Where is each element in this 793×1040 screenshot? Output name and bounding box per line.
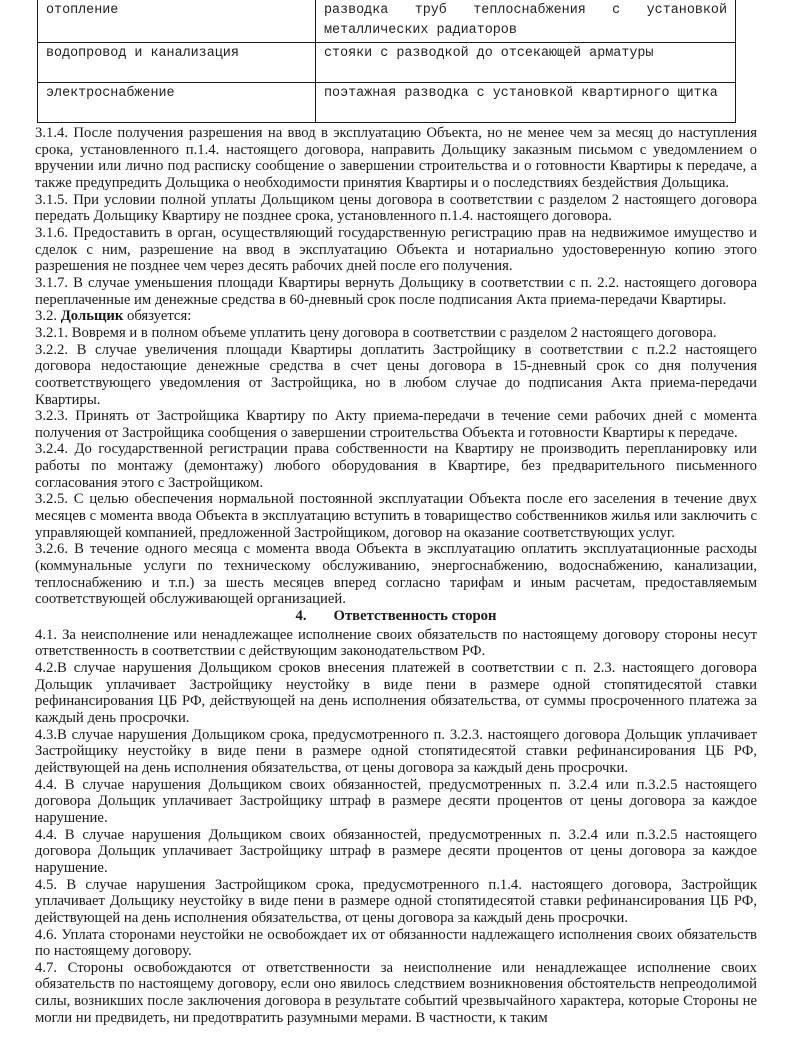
clause-text: 4.7. Стороны освобождаются от ответственности за неисполнение или ненадлежащее исполнение своих обязательств по настоящему договору, если оно явилось следствием возникновения обстоятельств непреодолимой силы, возникших после заключения договора в результате событий чрезвычайного характера, которые Стороны не могли ни предвидеть, ни предотвратить разумными мерами. В частности, к таким (35, 959, 757, 1026)
contract-clause (35, 541, 757, 608)
section-4-responsibility-paragraphs (35, 627, 757, 1027)
table-cell-utility-description: разводка труб теплоснабжения с установкой металлических радиаторов (316, 0, 736, 43)
section-3-obligations-paragraphs (35, 125, 757, 608)
table-row (38, 83, 736, 123)
contract-clause (35, 308, 757, 325)
clause-text-after-bold: обязуется: (123, 308, 192, 325)
contract-clause (35, 408, 757, 441)
contract-clause (35, 960, 757, 1027)
clause-text: 3.1.6. Предоставить в орган, осуществляющий государственную регистрацию прав на недвижимое имущество и сделок с ним, разрешение на ввод в эксплуатацию Объекта и нотариально удостоверенную копию этого разрешения не позднее чем через десять рабочих дней после его получения. (35, 224, 757, 275)
clause-text: 4.2.В случае нарушения Дольщиком сроков внесения платежей в соответствии с п. 2.3. настоящего договора Дольщик уплачивает Застройщику неустойку в виде пени в размере одной стопятидесятой ставки рефинансирования ЦБ РФ, действующей на день исполнения обязательства, от суммы просроченного платежа за каждый день просрочки. (35, 660, 757, 726)
section-4-heading (35, 608, 757, 625)
utilities-spec-table (37, 0, 736, 123)
contract-clause (35, 627, 757, 660)
contract-clause (35, 727, 757, 777)
clause-bold-term: Дольщик (60, 308, 124, 325)
utilities-spec-table-body (38, 0, 736, 123)
clause-text: 3.2.2. В случае увеличения площади Квартиры доплатить Застройщику в соответствии с п.2.2 настоящего договора недостающие денежные средства в счет цены договора в 15-дневный срок со дня получения соответствующего уведомления от Застройщика, но в любом случае до подписания Акта приема-передачи Квартиры. (35, 341, 757, 408)
contract-clause (35, 827, 757, 877)
table-row (38, 43, 736, 83)
clause-text: 4.3.В случае нарушения Дольщиком срока, предусмотренного п. 3.2.3. настоящего договора Дольщик уплачивает Застройщику неустойку в виде пени в размере одной стопятидесятой ставки рефинансирования ЦБ РФ, действующей на день исполнения обязательства, от цены договора за каждый день просрочки. (35, 726, 757, 776)
clause-text: 4.4. В случае нарушения Дольщиком своих обязанностей, предусмотренных п. 3.2.4 или п.3.2.5 настоящего договора Дольщик уплачивает Застройщику штраф в размере десяти процентов от цены договора за каждое нарушение. (35, 776, 757, 826)
contract-clause (35, 325, 757, 342)
contract-clause (35, 275, 757, 308)
contract-clause (35, 927, 757, 960)
clause-text: 3.1.7. В случае уменьшения площади Квартиры вернуть Дольщику в соответствии с п. 2.2. настоящего договора переплаченные им денежные средства в 60-дневный срок после подписания Акта приема-передачи Квартиры. (35, 274, 757, 308)
section-number: 4. (295, 608, 307, 625)
clause-text: 3.2.6. В течение одного месяца с момента ввода Объекта в эксплуатацию оплатить эксплуатационные расходы (коммунальные услуги по техническому обслуживанию, энергоснабжению, водоснабжению, канализации, теплоснабжению и т.п.) за шесть месяцев вперед согласно тарифам и иным расчетам, предоставляемым соответствующей обслуживающей организацией. (35, 541, 757, 608)
clause-text: 4.6. Уплата сторонами неустойки не освобождает их от обязанности надлежащего исполнения своих обязательств по настоящему договору. (35, 926, 757, 960)
clause-text: 3.2.4. До государственной регистрации права собственности на Квартиру не производить перепланировку или работы по монтажу (демонтажу) любого оборудования в Квартире, без предварительного письменного согласования этого с Застройщиком. (35, 441, 757, 491)
table-cell-utility-name: электроснабжение (38, 83, 316, 123)
contract-clause (35, 441, 757, 491)
clause-text: 3.2.1. Вовремя и в полном объеме уплатить цену договора в соответствии с разделом 2 настоящего договора. (35, 324, 717, 341)
table-cell-utility-name: отопление (38, 0, 316, 43)
clause-text: 3.2. (35, 308, 61, 325)
contract-clause (35, 225, 757, 275)
clause-text: 4.1. За неисполнение или ненадлежащее исполнение своих обязательств по настоящему договору стороны несут ответственность в соответствии с действующим законодательством РФ. (35, 626, 757, 660)
contract-clause (35, 660, 757, 727)
contract-clause (35, 777, 757, 827)
section-title: Ответственность сторон (333, 608, 497, 625)
table-cell-utility-description: стояки с разводкой до отсекающей арматуры (316, 43, 736, 83)
clause-text: 3.1.4. После получения разрешения на ввод в эксплуатацию Объекта, но не менее чем за месяц до наступления срока, установленного п.1.4. настоящего договора, направить Дольщику заказным письмом с уведомлением о вручении или лично под расписку сообщение о завершении строительства и о готовности Квартиры к передаче, а также предупредить Дольщика о необходимости принятия Квартиры и о последствиях бездействия Дольщика. (35, 125, 757, 191)
table-cell-utility-name: водопровод и канализация (38, 43, 316, 83)
contract-clause (35, 877, 757, 927)
clause-text: 3.2.5. С целью обеспечения нормальной постоянной эксплуатации Объекта после его заселения в течение двух месяцев с момента ввода Объекта в эксплуатацию вступить в товарищество собственников жилья или заключить с управляющей компанией, предложенной Застройщиком, договор на оказание соответствующих услуг. (35, 491, 757, 541)
clause-text: 3.1.5. При условии полной уплаты Дольщиком цены договора в соответствии с разделом 2 настоящего договора передать Дольщику Квартиру не позднее срока, установленного п.1.4. настоящего договора. (35, 191, 757, 225)
contract-clause (35, 125, 757, 192)
contract-clause (35, 491, 757, 541)
table-cell-utility-description: поэтажная разводка с установкой квартирного щитка (316, 83, 736, 123)
clause-text: 3.2.3. Принять от Застройщика Квартиру по Акту приема-передачи в течение семи рабочих дней с момента получения от Застройщика сообщения о завершении строительства Объекта и готовности Квартиры к передаче. (35, 408, 757, 441)
table-row (38, 0, 736, 43)
clause-text: 4.4. В случае нарушения Дольщиком своих обязанностей, предусмотренных п. 3.2.4 или п.3.2.5 настоящего договора Дольщик уплачивает Застройщику штраф в размере десяти процентов от цены договора за каждое нарушение. (35, 826, 757, 876)
contract-clause (35, 192, 757, 225)
contract-clause (35, 342, 757, 409)
clause-text: 4.5. В случае нарушения Застройщиком срока, предусмотренного п.1.4. настоящего договора, Застройщик уплачивает Дольщику неустойку в виде пени в размере одной стопятидесятой ставки рефинансирования ЦБ РФ, действующей на день исполнения обязательства, от цены договора за каждый день просрочки. (35, 876, 757, 926)
